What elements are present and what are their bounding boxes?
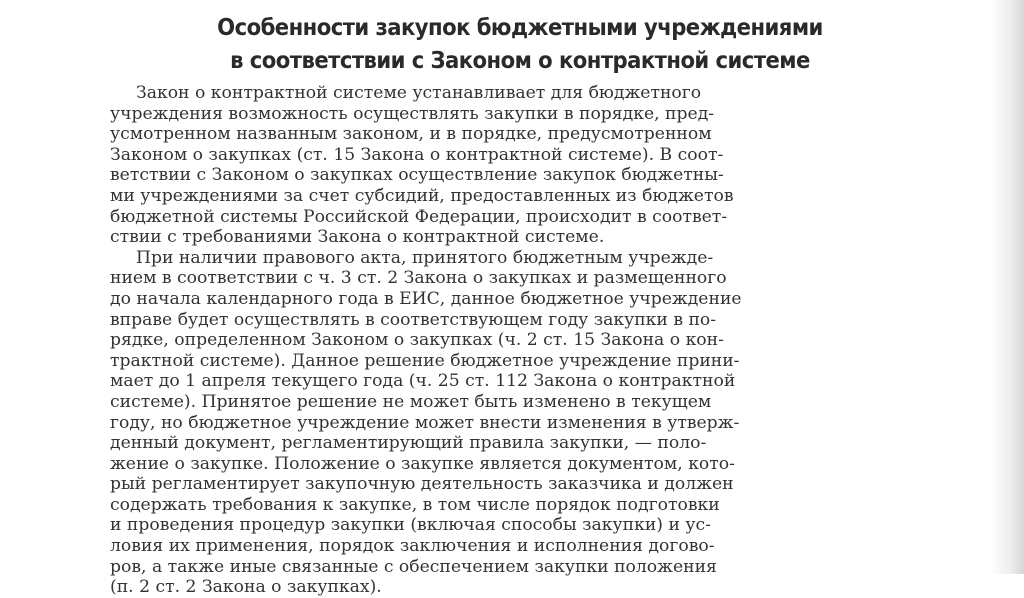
text-line: трактной системе). Данное решение бюджетное учреждение прини- (110, 350, 740, 371)
text-line: рый регламентирует закупочную деятельность заказчика и должен (110, 474, 734, 495)
text-line: системе). Принятое решение не может быть изменено в текущем (110, 391, 712, 412)
title-line-1: Особенности закупок бюджетными учреждениями (217, 15, 823, 41)
text-line: году, но бюджетное учреждение может внести изменения в утверж- (110, 412, 740, 433)
text-line: (п. 2 ст. 2 Закона о закупках). (110, 577, 382, 598)
text-line: Законом о закупках (ст. 15 Закона о контрактной системе). В соот- (110, 144, 724, 165)
text-line: При наличии правового акта, принятого бюджетным учрежде- (136, 247, 714, 268)
text-line: рядке, определенном Законом о закупках (ч. 2 ст. 15 Закона о кон- (110, 330, 724, 351)
text-line: содержать требования к закупке, в том числе порядок подготовки (110, 494, 720, 515)
text-line: ловия их применения, порядок заключения и исполнения догово- (110, 536, 715, 557)
text-line: ми учреждениями за счет субсидий, предоставленных из бюджетов (110, 185, 734, 206)
text-line: и проведения процедур закупки (включая способы закупки) и ус- (110, 515, 711, 536)
title-line-2: в соответствии с Законом о контрактной системе (230, 48, 810, 74)
text-line: учреждения возможность осуществлять закупки в порядке, пред- (110, 103, 715, 124)
page-edge-shadow (990, 0, 1024, 574)
text-line: вправе будет осуществлять в соответствующем году закупки в по- (110, 309, 717, 330)
text-line: ствии с требованиями Закона о контрактной системе. (110, 227, 605, 248)
text-line: мает до 1 апреля текущего года (ч. 25 ст. 112 Закона о контрактной (110, 371, 736, 392)
paragraph-1 (110, 83, 960, 248)
text-line: до начала календарного года в ЕИС, данное бюджетное учреждение (110, 288, 742, 309)
document-body (110, 83, 960, 598)
text-line: бюджетной системы Российской Федерации, происходит в соответ- (110, 206, 728, 227)
text-line: ров, а также иные связанные с обеспечением закупки положения (110, 556, 717, 577)
text-line: ветствии с Законом о закупках осуществление закупок бюджетны- (110, 165, 724, 186)
text-line: усмотренном названным законом, и в порядке, предусмотренном (110, 124, 712, 145)
text-line: нием в соответствии с ч. 3 ст. 2 Закона о закупках и размещенного (110, 268, 727, 289)
text-line: жение о закупке. Положение о закупке является документом, кото- (110, 453, 735, 474)
paragraph-2 (110, 248, 960, 598)
page-title (170, 12, 869, 78)
text-line: Закон о контрактной системе устанавливает для бюджетного (136, 83, 702, 103)
text-line: денный документ, регламентирующий правила закупки, — поло- (110, 433, 707, 454)
